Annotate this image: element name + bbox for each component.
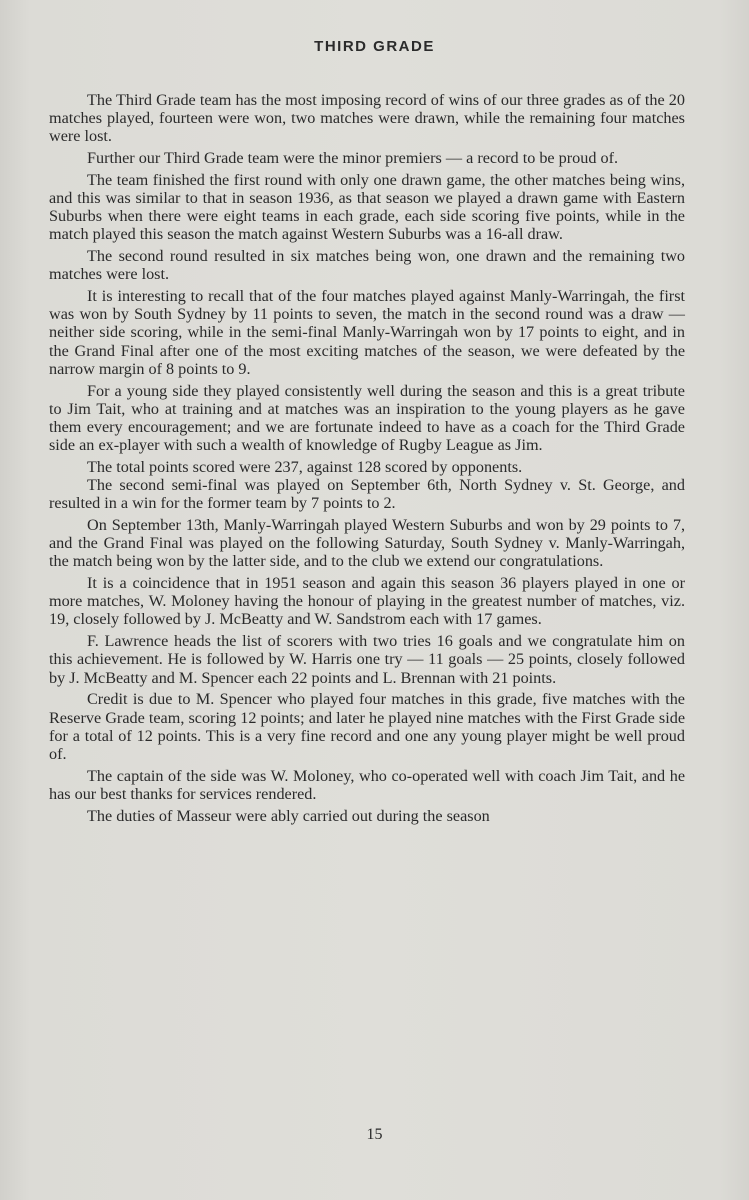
- paragraph: On September 13th, Manly-Warringah played Western Suburbs and won by 29 points to 7, and the Grand Final was played on the following Saturday, South Sydney v. Manly-Warringah, the match being won by the latter side, and to the club we extend our congratulations.: [49, 515, 685, 571]
- page-number: 15: [366, 1126, 383, 1143]
- paragraph: The captain of the side was W. Moloney, who co-operated well with coach Jim Tait, and he has our best thanks for services rendered.: [49, 766, 685, 803]
- paragraph: The second round resulted in six matches being won, one drawn and the remaining two matches were lost.: [49, 247, 685, 284]
- paragraph: For a young side they played consistently well during the season and this is a great tribute to Jim Tait, who at training and at matches was an inspiration to the young players as he gave them every encouragement; and we are fortunate indeed to have as a coach for the Third Grade side an ex-player with such a wealth of knowledge of Rugby League as Jim.: [49, 381, 685, 455]
- paragraph: Further our Third Grade team were the minor premiers — a record to be proud of.: [87, 149, 619, 168]
- page-heading: THIRD GRADE: [314, 38, 435, 55]
- paragraph: Credit is due to M. Spencer who played four matches in this grade, five matches with the Reserve Grade team, scoring 12 points; and later he played nine matches with the First Grade side for a total of 12 points. This is a very fine record and one any young player might be well proud of.: [49, 690, 685, 763]
- paragraph: It is a coincidence that in 1951 season and again this season 36 players played in one or more matches, W. Moloney having the honour of playing in the greatest number of matches, viz. 19, closely followed by J. McBeatty and W. Sandstrom each with 17 games.: [49, 574, 685, 629]
- paragraph: The total points scored were 237, against 128 scored by opponents.: [87, 457, 523, 476]
- paragraph: It is interesting to recall that of the four matches played against Manly-Warringah, the first was won by South Sydney by 11 points to seven, the match in the second round was a draw — neither side scoring, while in the semi-final Manly-Warringah won by 17 points to eight, and in the Grand Final after one of the most exciting matches of the season, we were defeated by the narrow margin of 8 points to 9.: [49, 287, 685, 378]
- body-text: [49, 91, 685, 828]
- paragraph: The duties of Masseur were ably carried out during the season: [87, 806, 490, 825]
- paragraph: The team finished the first round with only one drawn game, the other matches being wins, and this was similar to that in season 1936, as that season we played a drawn game with Eastern Suburbs when there were eight teams in each grade, each side scoring five points, while in the match played this season the match against Western Suburbs was a 16-all draw.: [49, 170, 685, 244]
- paragraph: F. Lawrence heads the list of scorers with two tries 16 goals and we congratulate him on this achievement. He is followed by W. Harris one try — 11 goals — 25 points, closely followed by J. McBeatty and M. Spencer each 22 points and L. Brennan with 21 points.: [49, 632, 685, 687]
- paragraph: The second semi-final was played on September 6th, North Sydney v. St. George, and resulted in a win for the former team by 7 points to 2.: [49, 476, 685, 513]
- paragraph: The Third Grade team has the most imposing record of wins of our three grades as of the 20 matches played, fourteen were won, two matches were drawn, while the remaining four matches were lost.: [49, 91, 685, 146]
